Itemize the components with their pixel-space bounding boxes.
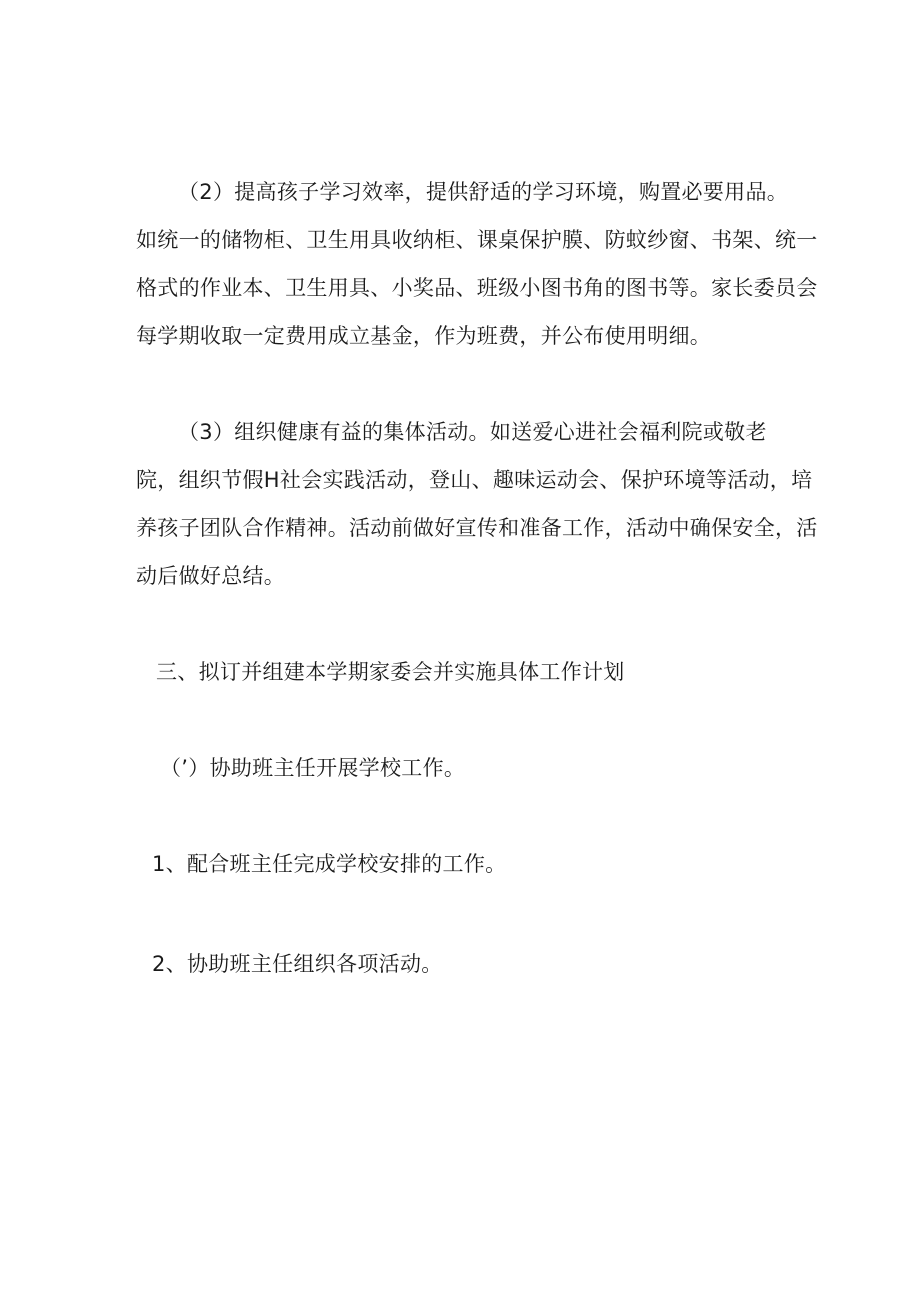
paragraph-2-line-4: 每学期收取一定费用成立基金，作为班费，并公布使用明细。 [136, 324, 712, 348]
paragraph-2-line-2: 如统一的储物柜、卫生用具收纳柜、课桌保护膜、防蚊纱窗、书架、统一 [136, 228, 818, 252]
paragraph-2-line-1: （2）提高孩子学习效率，提供舒适的学习环境，购置必要用品。 [178, 180, 789, 204]
subheading: （’）协助班主任开展学校工作。 [160, 756, 466, 780]
paragraph-3-line-1: （3）组织健康有益的集体活动。如送爱心进社会福利院或敬老 [178, 420, 767, 444]
list-item-2: 2、协助班主任组织各项活动。 [152, 952, 443, 976]
paragraph-2-line-3: 格式的作业本、卫生用具、小奖品、班级小图书角的图书等。家长委员会 [136, 276, 818, 300]
section-heading: 三、拟订并组建本学期家委会并实施具体工作计划 [156, 660, 625, 684]
paragraph-3-line-2: 院，组织节假H社会实践活动，登山、趣味运动会、保护环境等活动，培 [136, 468, 813, 492]
paragraph-3-line-3: 养孩子团队合作精神。活动前做好宣传和准备工作，活动中确保安全，活 [136, 516, 818, 540]
list-item-1: 1、配合班主任完成学校安排的工作。 [152, 852, 507, 876]
paragraph-3-line-4: 动后做好总结。 [136, 564, 286, 588]
